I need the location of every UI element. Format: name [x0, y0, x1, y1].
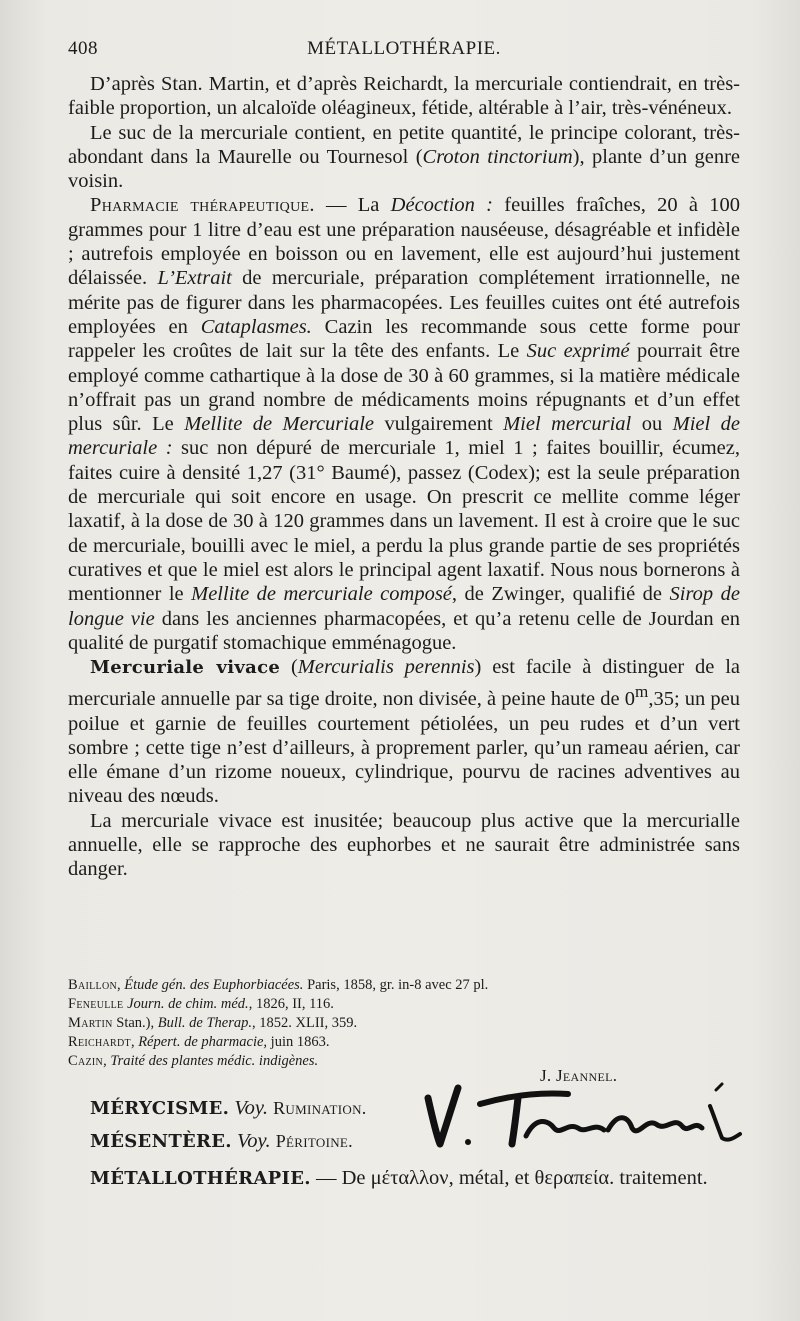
text-run: — De [310, 1167, 371, 1189]
ref-author: Cazin [68, 1053, 104, 1069]
superscript: m [635, 682, 649, 702]
ref-title: Journ. de chim. méd. [127, 996, 249, 1012]
italic-run: Miel mercurial [503, 413, 632, 436]
text-run: suc non dépuré de mercuriale 1, miel 1 ; faites bouillir, écumez, faites cuire à densité 1,27 (31° Baumé), passez (Codex); est la seule préparation de mercuriale qui soit encore en usage. On prescrit ce mellite comme léger laxatif, à la dose de 30 à 120 grammes dans un lavement. Il est à croire que le suc de mercuriale, bouilli avec le miel, a perdu la plus grande partie de ses propriétés curatives et que le miel est alors le principal agent laxatif. Nous nous bornerons à mentionner le [68, 437, 740, 606]
ref-details: juin 1863. [267, 1034, 330, 1050]
reference-item [68, 1014, 740, 1033]
entry-term: MÉSENTÈRE. [90, 1131, 232, 1152]
reference-item: Baillon, Étude gén. des Euphorbiacées. Paris, 1858, gr. in-8 avec 27 pl. [68, 977, 489, 993]
text-run: . traitement. [609, 1167, 708, 1189]
text-run: , de Zwinger, qualifié de [451, 583, 670, 606]
text-run: ou [631, 413, 673, 436]
italic-run: Suc exprimé [526, 340, 630, 363]
page-number: 408 [68, 38, 98, 59]
ref-author: Martin [68, 1015, 113, 1031]
entry-term: MÉRYCISME. [90, 1098, 230, 1119]
cross-reference: Péritoine. [275, 1131, 353, 1151]
ref-details: , 1826, II, 116. [248, 996, 334, 1012]
section-heading: Pharmacie thérapeutique. [90, 194, 315, 217]
ref-details: Paris, 1858, gr. in-8 avec 27 pl. [303, 977, 489, 993]
ref-author: Baillon [68, 977, 117, 993]
text-run: vulgairement [374, 413, 504, 436]
dictionary-entry-metallotherapie [68, 1166, 740, 1191]
paragraph-composition: D’après Stan. Martin, et d’après Reichardt, la mercuriale contiendrait, en très-faible proportion, un alcaloïde oléagineux, fétide, altérable à l’air, très-vénéneux. [68, 73, 740, 120]
ref-prefix: , [103, 1053, 111, 1069]
body-text [68, 72, 740, 882]
greek-word: μέταλλον [370, 1167, 449, 1189]
text-run: ), plante d’un genre voisin. [68, 145, 740, 193]
voy-label: Voy. [234, 1097, 268, 1119]
ref-title: Répert. de pharmacie, [138, 1034, 268, 1050]
text-run: — La [314, 194, 391, 217]
paragraph-pharmacie [68, 193, 740, 655]
signature-graphic [418, 1076, 748, 1156]
text-run: , métal, et [448, 1167, 535, 1189]
reference-item [68, 995, 740, 1014]
text-run: dans les anciennes pharmacopées, et qu’a retenu celle de Jourdan en qualité de purgatif stomachique emménagogue. [68, 607, 740, 654]
italic-run: Décoction : [390, 194, 494, 217]
text-run: Cazin les recommande sous cette forme pour rappeler les croûtes de lait sur la tête des enfants. Le [68, 315, 740, 363]
ref-prefix: Stan.), [112, 1015, 158, 1031]
voy-label: Voy. [237, 1130, 271, 1152]
ref-title: Étude gén. des Euphorbiacées. [124, 977, 304, 993]
text-run: de mercuriale, préparation complétement irrationnelle, ne mérite pas de figurer dans les pharmacopées. Les feuilles cuites ont été autrefois employées en [68, 267, 740, 338]
text-run: pourrait être employé comme cathartique à la dose de 30 à 60 grammes, si la matière médicale n’offrait pas un grand nombre de médicaments moins répugnants et d’un effet plus sûr. Le [68, 340, 740, 436]
ref-author: Reichardt [68, 1034, 131, 1050]
italic-run: Mellite de Mercuriale [184, 413, 375, 436]
text-run: ,35; un peu poilue et garnie de feuilles courtement pétiolées, un peu rudes et d’un vert sombre ; cette tige n’est d’ailleurs, à proprement parler, qu’un rameau aérien, car elle émane d’un rizome noueux, cylindrique, pourvu de racines adventives au niveau des nœuds. [68, 688, 740, 808]
author-signoff: J. Jeannel. [540, 1066, 618, 1085]
running-title: MÉTALLOTHÉRAPIE. [307, 38, 501, 59]
subentry-heading: Mercuriale vivace [90, 657, 281, 679]
handwritten-signature [418, 1076, 748, 1156]
cross-reference: Rumination. [273, 1098, 367, 1118]
italic-run: Sirop de longue vie [68, 583, 741, 630]
paragraph-vivace-inusitee: La mercuriale vivace est inusitée; beaucoup plus active que la mercurialle annuelle, elle se rapproche des euphorbes et ne saurait être administrée sans danger. [68, 809, 740, 881]
greek-word: θεραπεία [534, 1167, 610, 1189]
ref-details: , 1852. XLII, 359. [252, 1015, 358, 1031]
paragraph-colorant [68, 121, 740, 194]
bibliography [68, 976, 740, 1071]
text-run: feuilles fraîches, 20 à 100 grammes pour 1 litre d’eau est une préparation nauséeuse, désagréable et infidèle ; autrefois employée en boisson ou en lavement, elle est aujourd’hui justement délaissée. [68, 194, 741, 290]
ref-title: Traité des plantes médic. indigènes. [110, 1053, 319, 1069]
italic-run: L’Extrait [157, 267, 232, 290]
ref-title: Bull. de Therap. [157, 1015, 253, 1031]
italic-run: Miel de mercuriale : [68, 413, 741, 460]
italic-run: Croton tinctorium [422, 145, 573, 168]
entry-term: MÉTALLOTHÉRAPIE. [90, 1168, 311, 1189]
ref-prefix: , [130, 1034, 139, 1050]
text-run: ) est facile à distinguer de la mercuriale annuelle par sa tige droite, non divisée, à peine haute de 0 [68, 656, 740, 711]
italic-run: Mercurialis perennis [297, 656, 475, 679]
italic-run: Cataplasmes. [200, 315, 312, 338]
page-header [68, 38, 740, 64]
italic-run: Mellite de mercuriale composé [191, 583, 452, 606]
reference-item [68, 1033, 740, 1052]
text-run: ( [280, 656, 298, 679]
ref-author: Feneulle [68, 996, 124, 1012]
text-run: Le suc de la mercuriale contient, en petite quantité, le principe colorant, très-abondant dans la Maurelle ou Tournesol ( [68, 121, 740, 168]
paragraph-mercuriale-vivace [68, 655, 740, 809]
